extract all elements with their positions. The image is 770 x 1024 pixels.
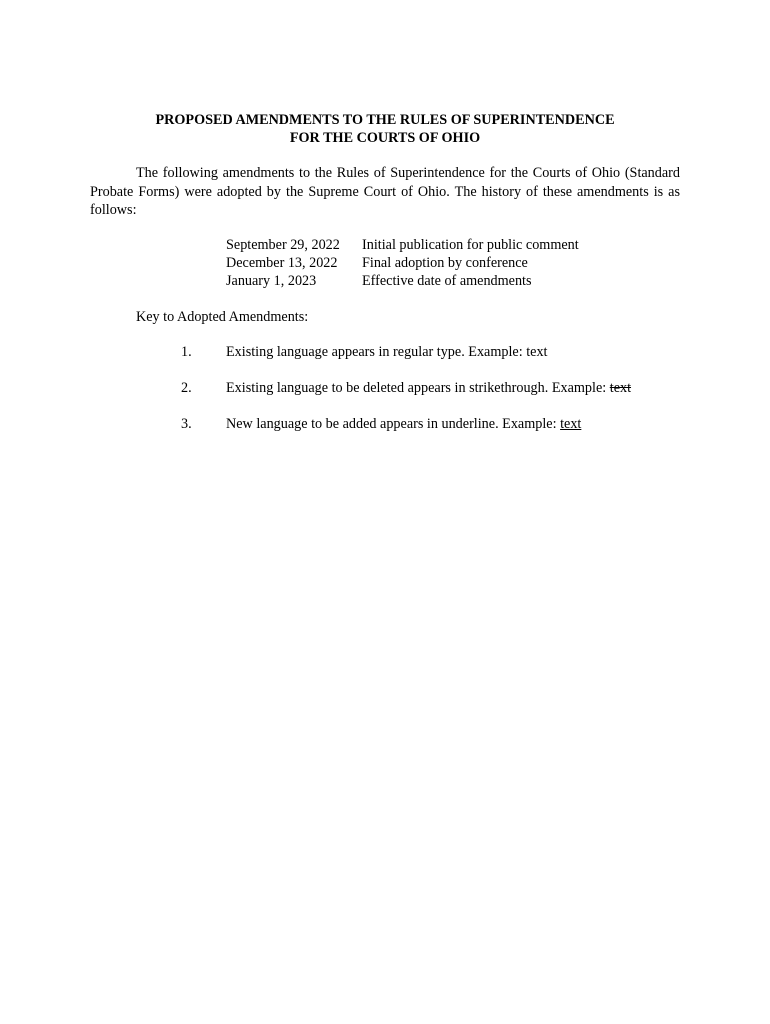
document-title-line-2: FOR THE COURTS OF OHIO (289, 130, 481, 146)
key-item-text: New language to be added appears in underline. Example: (226, 416, 561, 432)
history-row (226, 272, 579, 290)
history-row (226, 236, 579, 254)
history-event: Effective date of amendments (362, 273, 532, 289)
key-item-text: Existing language appears in regular type. Example: (226, 344, 527, 360)
key-item-strikethrough (181, 379, 631, 397)
amendment-history-table (226, 236, 579, 290)
history-date: September 29, 2022 (226, 237, 340, 253)
intro-paragraph: The following amendments to the Rules of Superintendence for the Courts of Ohio (Standard Probate Forms) were adopted by the Supreme Court of Ohio. The history of these amendments is as follows: (90, 165, 680, 218)
key-example-underline: text (560, 416, 582, 432)
key-example-strikethrough: text (609, 380, 632, 396)
key-example-regular: text (526, 344, 548, 360)
key-item-number: 3. (181, 416, 192, 432)
history-date: January 1, 2023 (226, 273, 317, 289)
key-item-regular (181, 343, 547, 361)
key-heading: Key to Adopted Amendments: (136, 309, 309, 325)
history-event: Initial publication for public comment (362, 237, 579, 253)
key-item-underline (181, 415, 581, 433)
history-date: December 13, 2022 (226, 255, 338, 271)
key-item-text: Existing language to be deleted appears in strikethrough. Example: (226, 380, 610, 396)
key-item-number: 1. (181, 344, 192, 360)
key-item-number: 2. (181, 380, 192, 396)
history-event: Final adoption by conference (362, 255, 528, 271)
document-title-line-1: PROPOSED AMENDMENTS TO THE RULES OF SUPERINTENDENCE (155, 112, 615, 128)
history-row (226, 254, 579, 272)
